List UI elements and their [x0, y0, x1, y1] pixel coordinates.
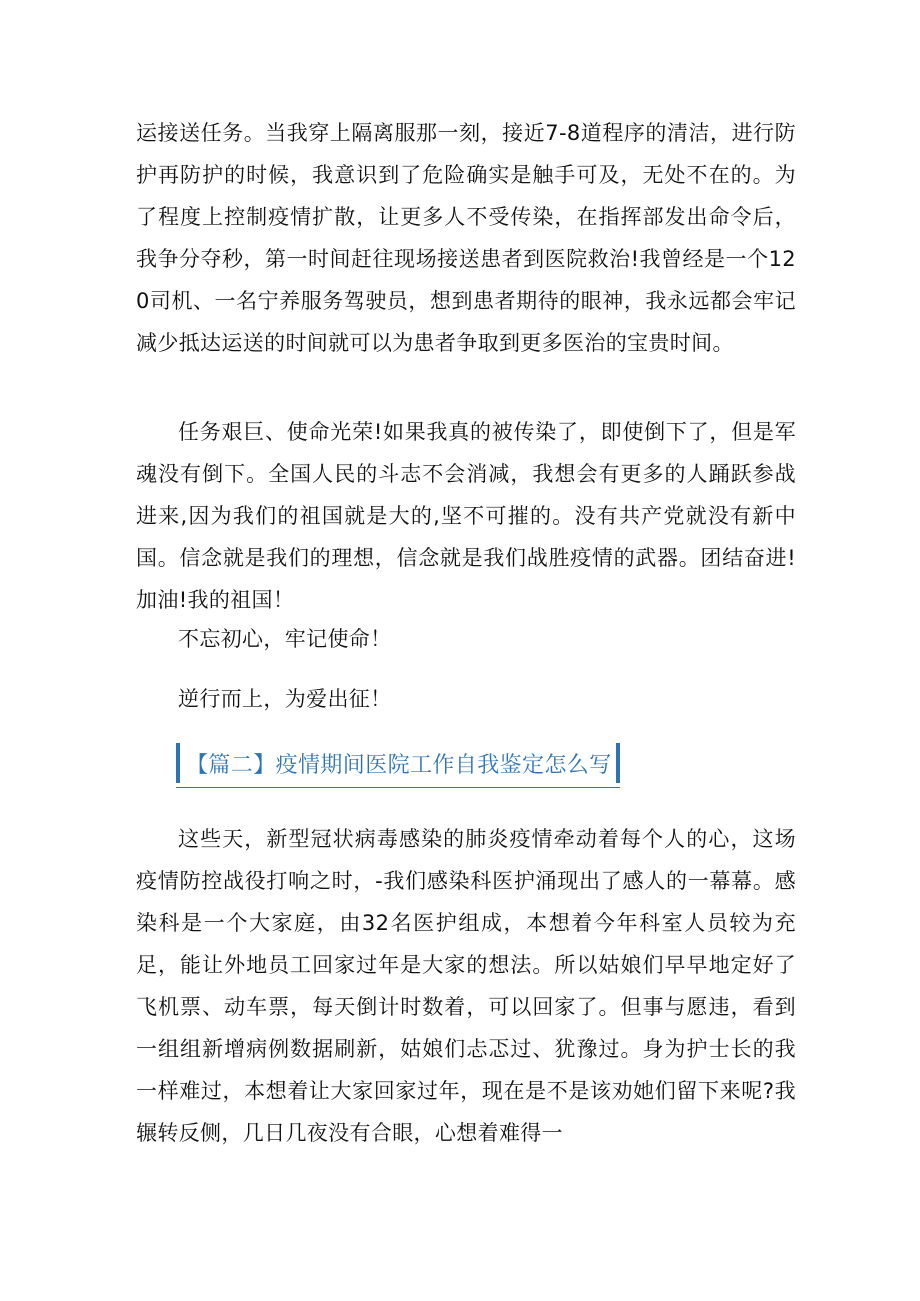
paragraph-continuation: 运接送任务。当我穿上隔离服那一刻，接近7-8道程序的清洁，进行防护再防护的时候，我意识到了危险确实是触手可及，无处不在的。为了程度上控制疫情扩散，让更多人不受传染，在指挥部发出命令后，我争分夺秒，第一时间赶往现场接送患者到医院救治!我曾经是一个120司机、一名宁养服务驾驶员，想到患者期待的眼神，我永远都会牢记减少抵达运送的时间就可以为患者争取到更多医治的宝贵时间。 — [136, 121, 796, 355]
paragraph-slogan-2: 逆行而上，为爱出征！ — [178, 687, 392, 711]
paragraph-slogan-1: 不忘初心，牢记使命！ — [178, 627, 392, 651]
heading-bar-left — [176, 743, 180, 783]
heading-bar-right — [616, 743, 620, 783]
section-heading-text: 【篇二】疫情期间医院工作自我鉴定怎么写 — [186, 752, 612, 778]
section-heading — [176, 739, 620, 788]
paragraph-mission: 任务艰巨、使命光荣!如果我真的被传染了，即使倒下了，但是军魂没有倒下。全国人民的斗志不会消减，我想会有更多的人踊跃参战进来,因为我们的祖国就是大的,坚不可摧的。没有共产党就没有新中国。信念就是我们的理想，信念就是我们战胜疫情的武器。团结奋进!加油!我的祖国！ — [136, 420, 796, 612]
paragraph-section-body: 这些天，新型冠状病毒感染的肺炎疫情牵动着每个人的心，这场疫情防控战役打响之时，-我们感染科医护涌现出了感人的一幕幕。感染科是一个大家庭，由32名医护组成，本想着今年科室人员较为充足，能让外地员工回家过年是大家的想法。所以姑娘们早早地定好了飞机票、动车票，每天倒计时数着，可以回家了。但事与愿违，看到一组组新增病例数据刷新，姑娘们忐忑过、犹豫过。身为护士长的我一样难过，本想着让大家回家过年，现在是不是该劝她们留下来呢?我辗转反侧，几日几夜没有合眼，心想着难得一 — [136, 827, 796, 1145]
